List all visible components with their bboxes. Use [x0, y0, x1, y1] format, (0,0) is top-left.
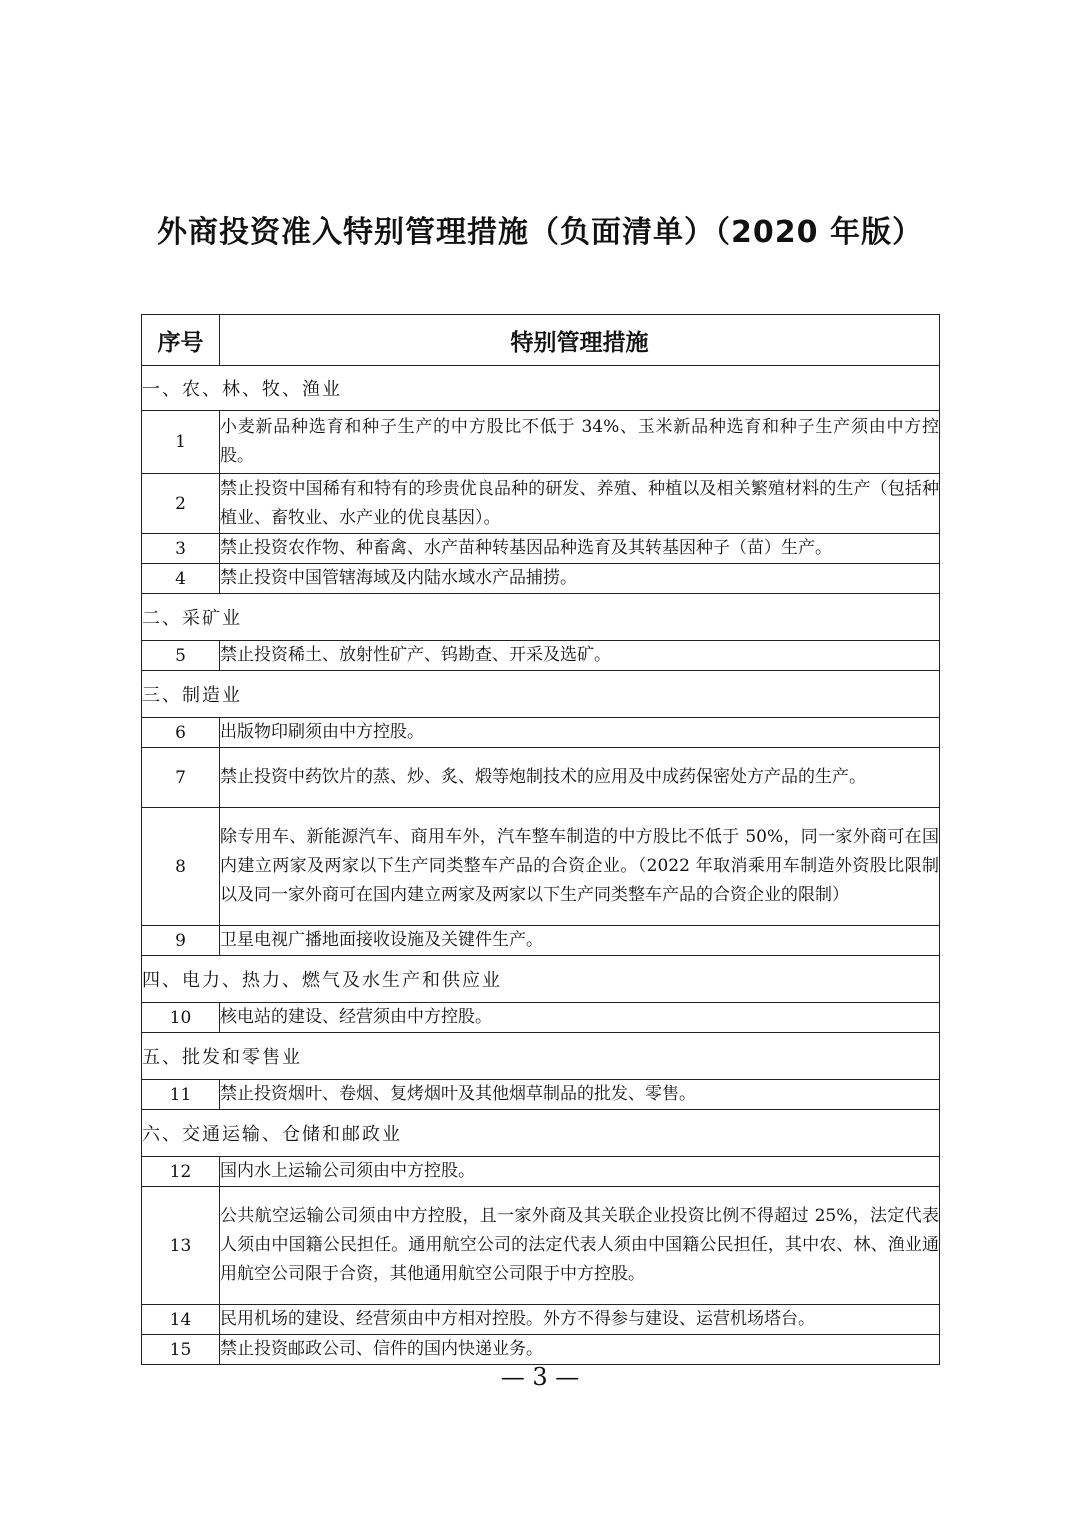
- header-number: 序号: [142, 315, 220, 366]
- table-row: [142, 1335, 940, 1365]
- row-number: 5: [142, 641, 220, 671]
- section-heading: 四、电力、热力、燃气及水生产和供应业: [142, 956, 940, 1003]
- row-measure: 出版物印刷须由中方控股。: [220, 718, 940, 748]
- section-row: [142, 366, 940, 411]
- table-row: [142, 1157, 940, 1187]
- table-row: [142, 718, 940, 748]
- section-heading: 三、制造业: [142, 671, 940, 718]
- row-measure: 国内水上运输公司须由中方控股。: [220, 1157, 940, 1187]
- row-measure: 禁止投资中国稀有和特有的珍贵优良品种的研发、养殖、种植以及相关繁殖材料的生产（包括种植业、畜牧业、水产业的优良基因）。: [220, 474, 940, 534]
- row-measure: 禁止投资邮政公司、信件的国内快递业务。: [220, 1335, 940, 1365]
- table-row: [142, 474, 940, 534]
- table-row: [142, 641, 940, 671]
- row-measure: 禁止投资烟叶、卷烟、复烤烟叶及其他烟草制品的批发、零售。: [220, 1080, 940, 1110]
- row-number: 14: [142, 1305, 220, 1335]
- table-row: [142, 1003, 940, 1033]
- header-measure: 特别管理措施: [220, 315, 940, 366]
- section-heading: 五、批发和零售业: [142, 1033, 940, 1080]
- row-measure: 卫星电视广播地面接收设施及关键件生产。: [220, 926, 940, 956]
- row-number: 10: [142, 1003, 220, 1033]
- page-number: — 3 —: [500, 1363, 580, 1391]
- table-row: [142, 926, 940, 956]
- section-row: [142, 956, 940, 1003]
- row-number: 9: [142, 926, 220, 956]
- row-number: 13: [142, 1187, 220, 1305]
- row-number: 8: [142, 808, 220, 926]
- section-row: [142, 594, 940, 641]
- row-number: 1: [142, 411, 220, 474]
- table-row: [142, 1187, 940, 1305]
- page-title: 外商投资准入特别管理措施（负面清单）（2020 年版）: [157, 215, 923, 250]
- row-measure: 禁止投资稀土、放射性矿产、钨勘查、开采及选矿。: [220, 641, 940, 671]
- row-measure: 禁止投资中国管辖海域及内陆水域水产品捕捞。: [220, 564, 940, 594]
- section-row: [142, 1110, 940, 1157]
- row-measure: 民用机场的建设、经营须由中方相对控股。外方不得参与建设、运营机场塔台。: [220, 1305, 940, 1335]
- row-number: 4: [142, 564, 220, 594]
- section-heading: 二、采矿业: [142, 594, 940, 641]
- section-heading: 一、农、林、牧、渔业: [142, 366, 940, 411]
- row-number: 2: [142, 474, 220, 534]
- table-row: [142, 1080, 940, 1110]
- table-row: [142, 748, 940, 808]
- row-number: 11: [142, 1080, 220, 1110]
- row-number: 7: [142, 748, 220, 808]
- row-measure: 除专用车、新能源汽车、商用车外，汽车整车制造的中方股比不低于 50%，同一家外商可在国内建立两家及两家以下生产同类整车产品的合资企业。（2022 年取消乘用车制造外资股比限制以及同一家外商可在国内建立两家及两家以下生产同类整车产品的合资企业的限制）: [220, 808, 940, 926]
- row-number: 15: [142, 1335, 220, 1365]
- row-number: 12: [142, 1157, 220, 1187]
- table-row: [142, 534, 940, 564]
- row-measure: 禁止投资中药饮片的蒸、炒、炙、煅等炮制技术的应用及中成药保密处方产品的生产。: [220, 748, 940, 808]
- table-row: [142, 1305, 940, 1335]
- row-measure: 小麦新品种选育和种子生产的中方股比不低于 34%、玉米新品种选育和种子生产须由中方控股。: [220, 411, 940, 474]
- section-heading: 六、交通运输、仓储和邮政业: [142, 1110, 940, 1157]
- section-row: [142, 1033, 940, 1080]
- table-header-row: [142, 315, 940, 366]
- negative-list-table: [141, 314, 940, 1365]
- table-row: [142, 564, 940, 594]
- table-row: [142, 808, 940, 926]
- row-number: 3: [142, 534, 220, 564]
- table-row: [142, 411, 940, 474]
- section-row: [142, 671, 940, 718]
- row-number: 6: [142, 718, 220, 748]
- row-measure: 核电站的建设、经营须由中方控股。: [220, 1003, 940, 1033]
- row-measure: 禁止投资农作物、种畜禽、水产苗种转基因品种选育及其转基因种子（苗）生产。: [220, 534, 940, 564]
- row-measure: 公共航空运输公司须由中方控股，且一家外商及其关联企业投资比例不得超过 25%，法定代表人须由中国籍公民担任。通用航空公司的法定代表人须由中国籍公民担任，其中农、林、渔业通用航空公司限于合资，其他通用航空公司限于中方控股。: [220, 1187, 940, 1305]
